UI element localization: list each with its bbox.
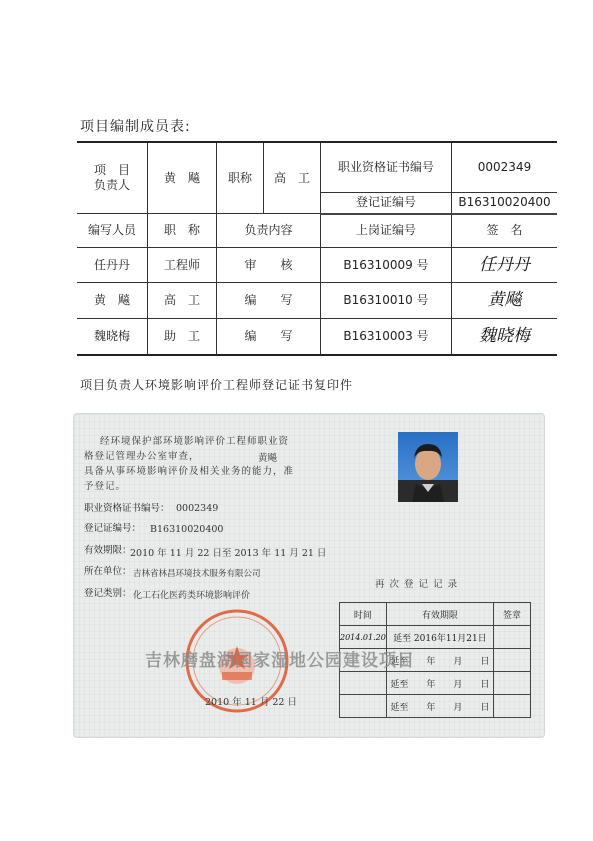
cert-reg-value: B16310020400: [150, 524, 224, 535]
renewal-seal: [494, 672, 531, 695]
cert-intro-line1: 经环境保护部环境影响评价工程师职业资: [100, 436, 290, 447]
renewal-seal: [494, 695, 531, 718]
staff-header-row: [77, 214, 557, 248]
team-table-title: 项目编制成员表:: [80, 119, 191, 135]
staff-signature: 黄飚: [452, 283, 558, 319]
staff-cert: B16310003 号: [321, 319, 452, 355]
cert-intro-line4: 予登记。: [84, 481, 127, 492]
leader-title-label: 职称: [217, 142, 264, 214]
header-cert: 上岗证编号: [321, 214, 452, 248]
cert-issue-date: 2010 年 11 月 22 日: [205, 697, 297, 708]
renewal-valid: 延至 2016年11月21日: [386, 626, 493, 649]
staff-signature: 任丹丹: [452, 248, 558, 283]
staff-signature: 魏晓梅: [452, 319, 558, 355]
table-row: [340, 672, 531, 695]
staff-name: 黄 飚: [77, 283, 148, 319]
staff-duty: 编 写: [217, 319, 321, 355]
cert-qual-label: 职业资格证书编号：: [84, 503, 170, 514]
table-row: [77, 248, 557, 283]
renewal-seal: [494, 649, 531, 672]
qual-cert-value: 0002349: [452, 142, 558, 192]
holder-photo: [398, 432, 458, 502]
cert-qual-value: 0002349: [176, 503, 219, 514]
cert-reg-label: 登记证编号：: [84, 523, 142, 534]
renewal-time: [340, 672, 387, 695]
staff-title: 高 工: [148, 283, 217, 319]
renewal-header-seal: 签章: [494, 603, 531, 626]
cert-holder-name: 黄飚: [258, 453, 278, 464]
header-writer: 编写人员: [77, 214, 148, 248]
cert-intro-line2: 格登记管理办公室审查，: [84, 451, 200, 462]
staff-name: 魏晓梅: [77, 319, 148, 355]
leader-title-value: 高 工: [264, 142, 321, 214]
staff-title: 工程师: [148, 248, 217, 283]
leader-label: 项 目 负责人: [77, 142, 148, 214]
renewal-time: [340, 695, 387, 718]
header-title: 职 称: [148, 214, 217, 248]
cert-intro-line3: 具备从事环境影响评价及相关业务的能力，准: [84, 466, 295, 477]
renewal-header-valid: 有效期限: [386, 603, 493, 626]
table-row: [77, 283, 557, 319]
staff-cert: B16310010 号: [321, 283, 452, 319]
renewal-valid: 延至 年 月 日: [386, 695, 493, 718]
project-watermark: 吉林磨盘湖国家湿地公园建设项目: [145, 651, 415, 671]
cert-unit-value: 吉林省林昌环境技术服务有限公司: [133, 569, 261, 579]
renewal-header-time: 时间: [340, 603, 387, 626]
header-signature: 签 名: [452, 214, 558, 248]
cert-valid-label: 有效期限：: [84, 545, 132, 556]
cert-unit-label: 所在单位：: [84, 566, 132, 577]
cert-copy-title: 项目负责人环境影响评价工程师登记证书复印件: [80, 378, 354, 392]
staff-title: 助 工: [148, 319, 217, 355]
cert-category-value: 化工石化医药类环境影响评价: [133, 591, 251, 601]
header-duty: 负责内容: [217, 214, 321, 248]
cert-category-label: 登记类别：: [84, 588, 132, 599]
staff-duty: 编 写: [217, 283, 321, 319]
team-table: [77, 141, 557, 356]
leader-name: 黄 飚: [148, 142, 217, 214]
qual-cert-label: 职业资格证书编号: [321, 142, 452, 192]
renewal-time: 2014.01.20: [340, 626, 387, 649]
cert-valid-value: 2010 年 11 月 22 日至 2013 年 11 月 21 日: [130, 548, 327, 559]
reg-cert-value: B16310020400: [452, 192, 558, 214]
renewal-seal: [494, 626, 531, 649]
renewal-valid: 延至 年 月 日: [386, 672, 493, 695]
renewal-valid: 延至 年 月 日: [386, 649, 493, 672]
reg-cert-label: 登记证编号: [321, 192, 452, 214]
renewal-title: 再 次 登 记 记 录: [375, 579, 459, 590]
staff-duty: 审 核: [217, 248, 321, 283]
staff-name: 任丹丹: [77, 248, 148, 283]
table-row: [340, 695, 531, 718]
table-row: [77, 319, 557, 355]
staff-cert: B16310009 号: [321, 248, 452, 283]
